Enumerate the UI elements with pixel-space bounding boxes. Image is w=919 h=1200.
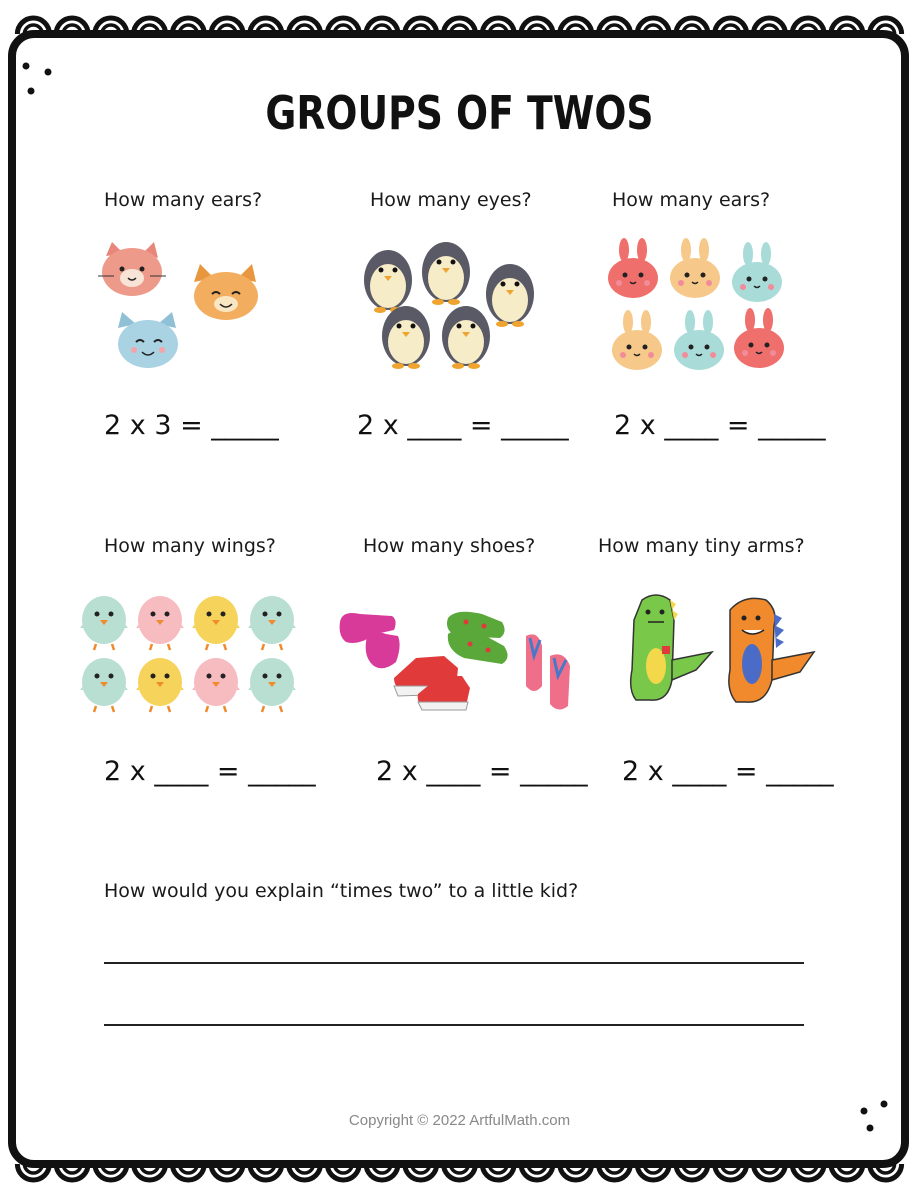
question-2: How many eyes? xyxy=(370,189,532,211)
answer-line-1[interactable] xyxy=(104,962,804,964)
page-title: GROUPS OF TWOS xyxy=(265,86,654,140)
equation-6: 2 x ____ = _____ xyxy=(622,756,834,787)
equation-3: 2 x ____ = _____ xyxy=(614,410,826,441)
question-1: How many ears? xyxy=(104,189,263,211)
copyright-text: Copyright © 2022 ArtfulMath.com xyxy=(348,1112,571,1129)
question-4: How many wings? xyxy=(104,535,276,557)
cat-faces-icon xyxy=(94,236,274,372)
answer-line-2[interactable] xyxy=(104,1024,804,1026)
chicks-icon xyxy=(78,590,300,714)
equation-2: 2 x ____ = _____ xyxy=(357,410,569,441)
question-3: How many ears? xyxy=(612,189,771,211)
equation-1: 2 x 3 = _____ xyxy=(104,410,279,441)
dinosaurs-icon xyxy=(626,590,818,712)
equation-5: 2 x ____ = _____ xyxy=(376,756,588,787)
explain-question: How would you explain “times two” to a little kid? xyxy=(104,880,579,902)
shoes-icon xyxy=(336,606,582,716)
question-5: How many shoes? xyxy=(363,535,536,557)
bunny-faces-icon xyxy=(604,238,790,372)
equation-4: 2 x ____ = _____ xyxy=(104,756,316,787)
penguins-icon xyxy=(356,238,540,370)
question-6: How many tiny arms? xyxy=(598,535,805,557)
